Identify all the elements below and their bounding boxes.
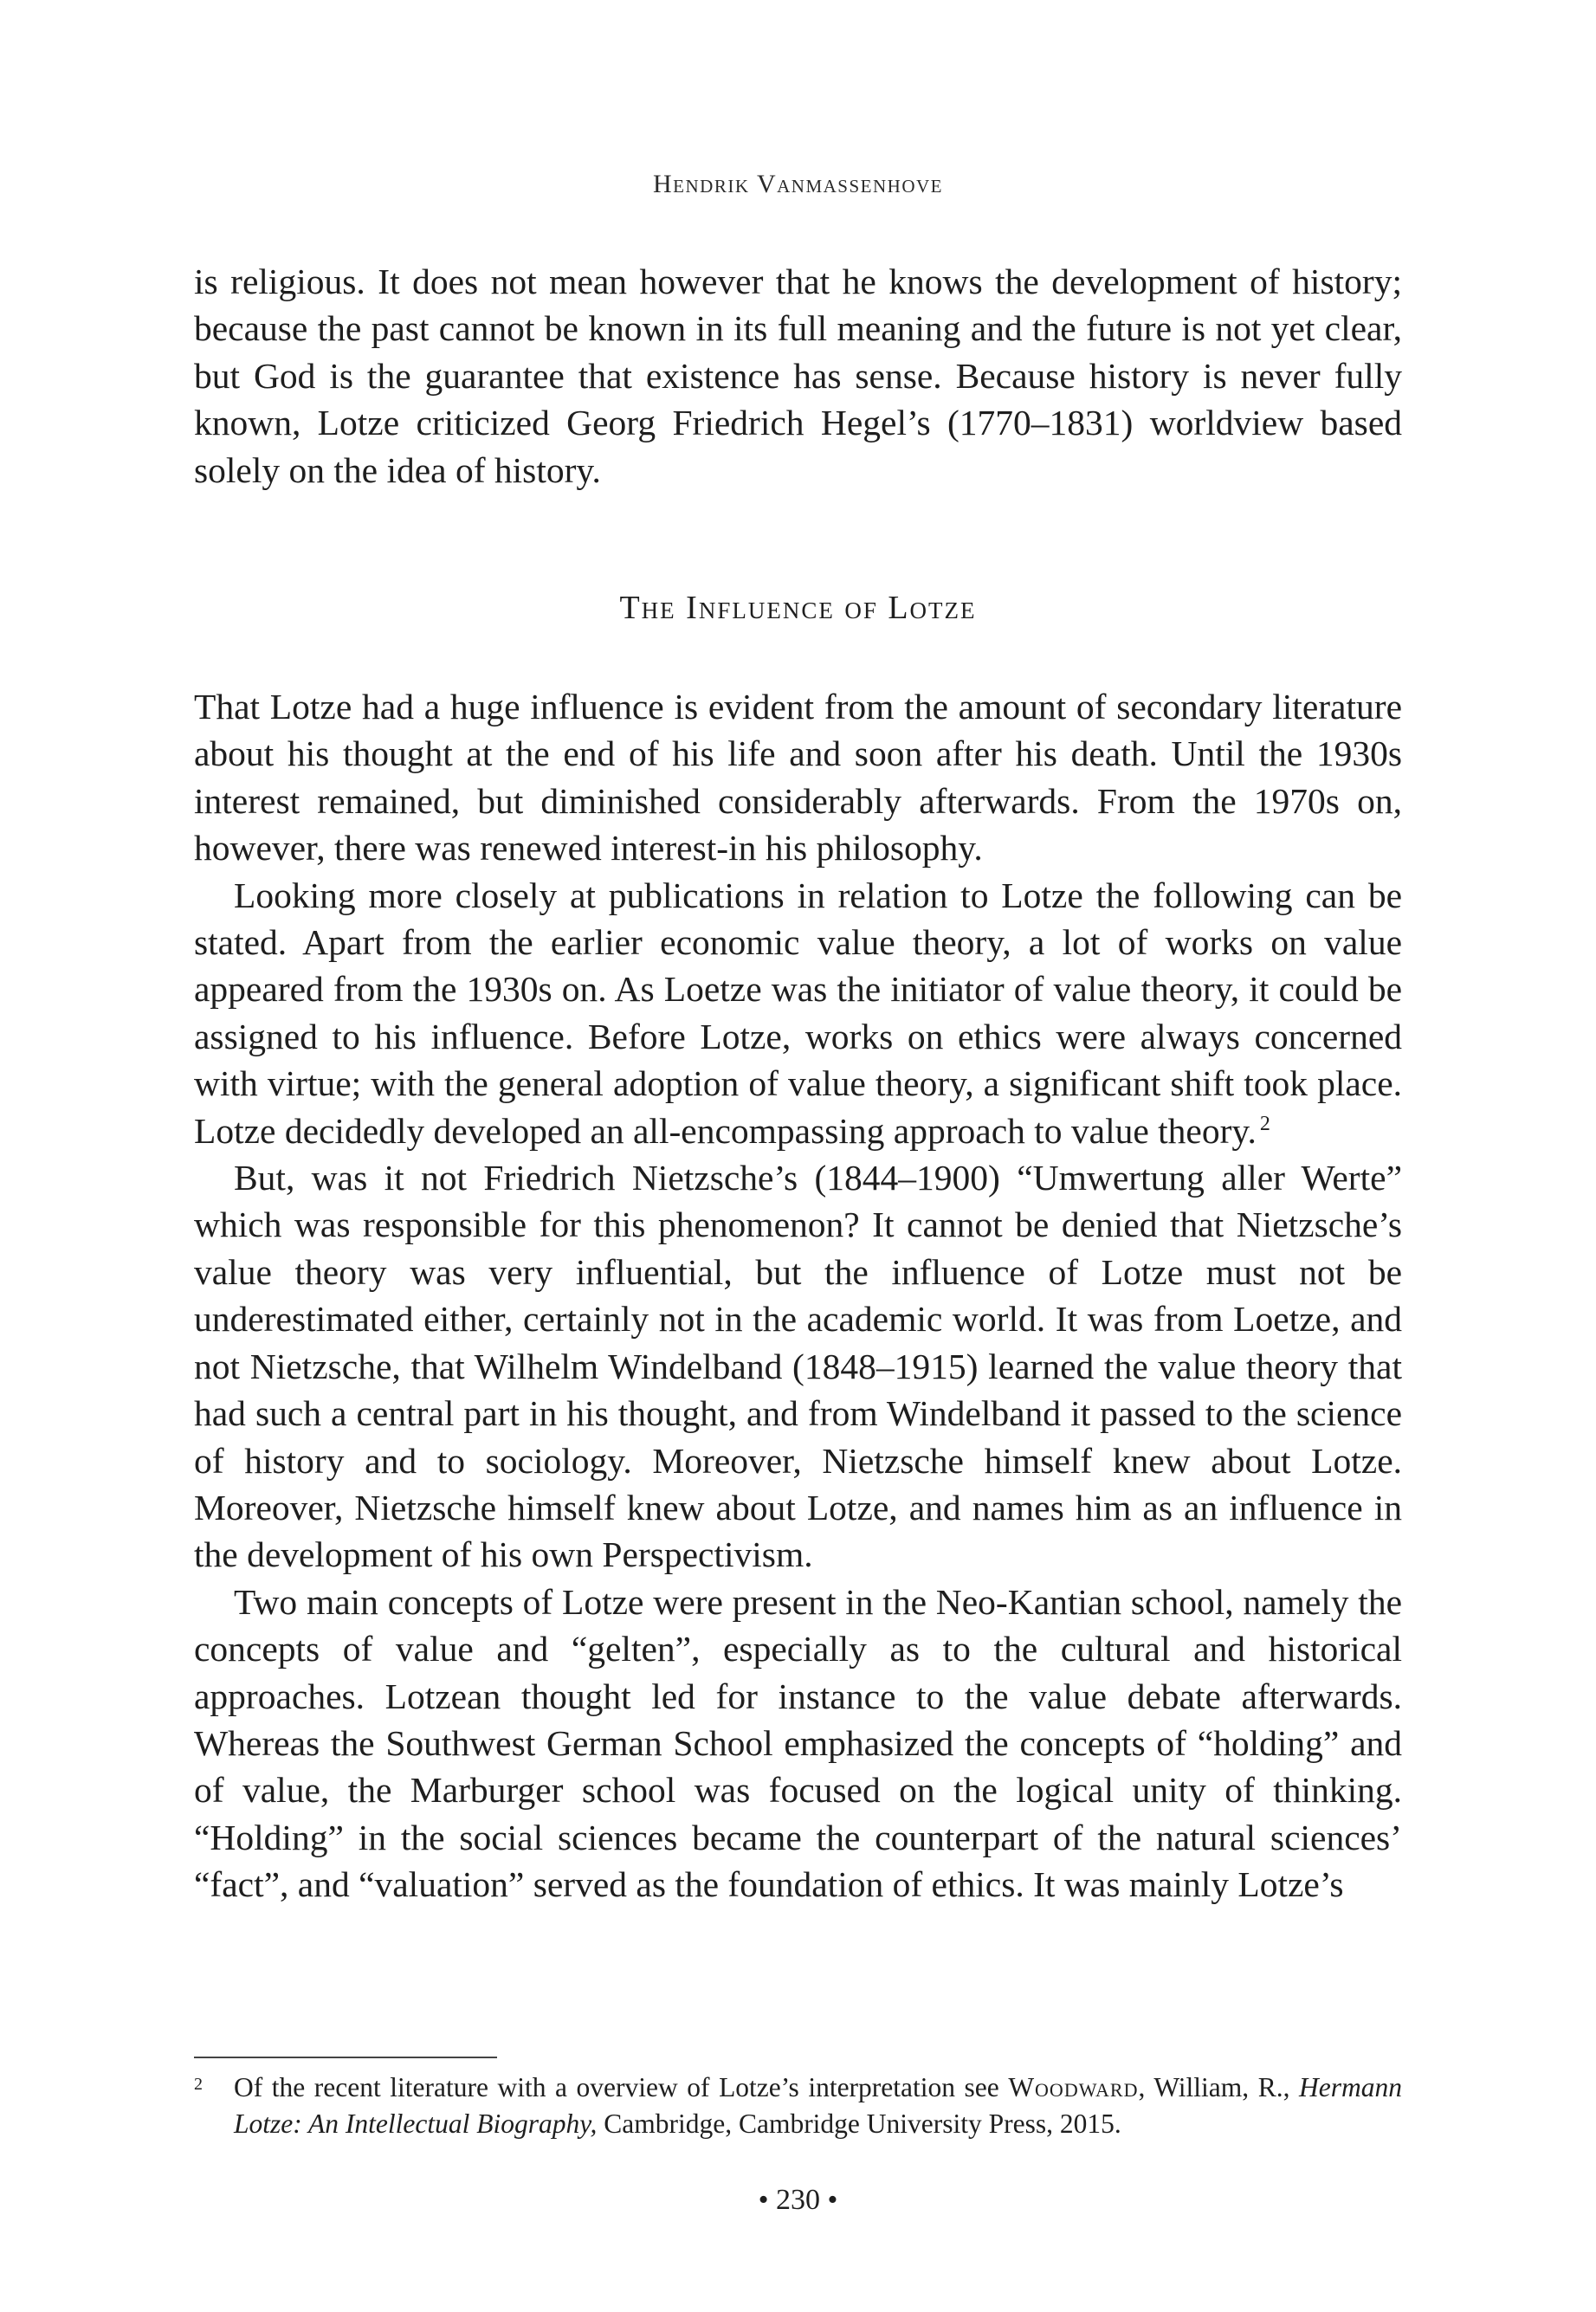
- body-paragraph-1: That Lotze had a huge influence is evident from the amount of secondary literature about his thought at the end of his life and soon after his death. Until the 1930s interest remained, but diminished considerably afterwards. From the 1970s on, however, there was renewed interest-in his philosophy.: [194, 687, 1402, 869]
- footnote-intro: Of the recent literature with a overview of Lotze’s interpretation see: [234, 2072, 999, 2102]
- footnote-divider: [194, 2057, 497, 2058]
- footnote-reference[interactable]: 2: [1259, 1112, 1270, 1135]
- footnote: [194, 2070, 1402, 2142]
- footnote-publisher: Cambridge, Cambridge University Press, 2015.: [604, 2109, 1121, 2139]
- body-paragraph-2: [194, 872, 1402, 1154]
- body-paragraph-4: Two main concepts of Lotze were present in the Neo-Kantian school, namely the concepts of value and “gelten”, especially as to the cultural and historical approaches. Lotzean thought led for instance to the value debate afterwards. Whereas the Southwest German School emphasized the concepts of “holding” and of value, the Marburger school was focused on the logical unity of thinking. “Holding” in the social sciences became the counterpart of the natural sciences’ “fact”, and “valuation” served as the foundation of ethics. It was mainly Lotze’s: [194, 1581, 1402, 1905]
- footnote-author-surname: Woodward: [1008, 2072, 1139, 2102]
- body-paragraph-3: But, was it not Friedrich Nietzsche’s (1844–1900) “Umwertung aller Werte” which was responsible for this phenomenon? It cannot be denied that Nietzsche’s value theory was very influential, but the influence of Lotze must not be underestimated either, certainly not in the academic world. It was from Loetze, and not Nietzsche, that Wilhelm Windelband (1848–1915) learned the value theory that had such a central part in his thought, and from Windelband it passed to the science of history and to sociology. Moreover, Nietzsche himself knew about Lotze. Moreover, Nietzsche himself knew about Lotze, and names him as an influence in the development of his own Perspectivism.: [194, 1158, 1402, 1575]
- page-number: • 230 •: [758, 2184, 838, 2216]
- intro-text-block: [194, 258, 1402, 494]
- intro-paragraph: is religious. It does not mean however that he knows the development of history; because the past cannot be known in its full meaning and the future is not yet clear, but God is the guarantee that existence has sense. Because history is never fully known, Lotze criticized Georg Friedrich Hegel’s (1770–1831) worldview based solely on the idea of history.: [194, 262, 1402, 490]
- footnote-author-rest: , William, R.,: [1138, 2072, 1290, 2102]
- body-paragraph-2-text: Looking more closely at publications in relation to Lotze the following can be stated. Apart from the earlier economic value theory, a lot of works on value appeared from the 1930s on. As Loetze was the initiator of value theory, it could be assigned to his influence. Before Lotze, works on ethics were always concerned with virtue; with the general adoption of value theory, a significant shift took place. Lotze decidedly developed an all-encompassing approach to value theory.: [194, 875, 1402, 1151]
- footnote-number: 2: [194, 2075, 203, 2094]
- section-body: [194, 683, 1402, 1908]
- footnote-book-title: Hermann Lotze: An Intellectual Biography,: [234, 2072, 1403, 2139]
- running-head: Hendrik Vanmassenhove: [653, 170, 943, 198]
- footnote-text: [234, 2070, 1402, 2142]
- section-heading: The Influence of Lotze: [619, 590, 977, 626]
